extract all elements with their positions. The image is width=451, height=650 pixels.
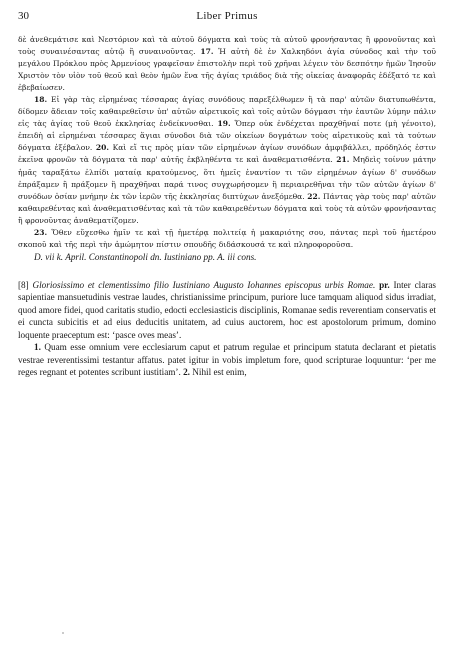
text-run: [8] (18, 279, 33, 290)
section-number: 17. (200, 47, 214, 57)
section-number: 20. (95, 143, 110, 153)
greek-paragraph (18, 94, 436, 227)
page-number: 30 (18, 10, 29, 22)
page-speck (62, 632, 64, 634)
greek-paragraph (18, 227, 436, 251)
section-number: 22. (307, 191, 321, 201)
text-run: Ἡ αὐτὴ δὲ ἐν Χαλκηδόνι ἁγία σύνοδος καὶ τὴν τοῦ μεγάλου Πρόκλου πρὸς Ἀρμενίους γραφεῖσαν ἐπιστολὴν περὶ τοῦ χρῆναι λέγειν τὸν δεσπότην ἡμῶν Ἰησοῦν Χριστὸν τὸν υἱὸν τοῦ θεοῦ καὶ θεὸν ἡμῶν ἕνα τῆς ἁγίας τριάδος διὰ τῆς οἰκείας ἀναφορᾶς ἐδέξατό τε καὶ ἐβεβαίωσεν. (18, 47, 436, 93)
text-run: Μηδεὶς τοίνυν μάτην ἡμᾶς ταραξάτω ἐλπίδι ματαίᾳ κρατούμενος, ὅτι ἡμεῖς ἐναντίον τι τῶν εἰρημένων ἁγίων δ' συνόδων ἐπράξαμεν ἢ πράξομεν ἢ πραχθῆναι παρά τινος συγχωρήσομεν ἢ περιαιρεθῆναι τὴν τῶν αὐτῶν ἁγίων δ' συνόδων ὁσίαν μνήμην ἐκ τῶν ἱερῶν τῆς ἐκκλησίας διπτύχων ἀνεξόμεθα. (18, 155, 436, 201)
text-run: δὲ ἀνεθεμάτισε καὶ Νεστόριον καὶ τὰ αὐτοῦ δόγματα καὶ τοὺς τὰ αὐτοῦ φρονήσαντας ἢ φρονοῦντας καὶ τοὺς συναινέσαντας αὐτῷ ἢ συναινοῦντας. (18, 35, 436, 57)
greek-text-block (18, 34, 436, 251)
text-run: Καὶ εἴ τις πρὸς μίαν τῶν εἰρημένων ἁγίων συνόδων ἀμφιβάλλει, πρόδηλός ἐστιν ἐκεῖνα φρονῶν τὰ δόγματα τὰ παρ' αὐτῆς ἐκβληθέντα τε καὶ ἀναθεματισθέντα. (18, 143, 436, 165)
latin-text-block (18, 279, 436, 379)
section-number: 18. (34, 95, 48, 105)
date-line: D. vii k. April. Constantinopoli dn. Iustiniano pp. A. iii cons. (34, 251, 257, 262)
running-title: Liber Primus (196, 10, 258, 22)
section-number: 1. (34, 342, 41, 353)
text-run: Εἰ γὰρ τὰς εἰρημένας τέσσαρας ἁγίας συνόδους παρεξέλθωμεν ἢ τὰ παρ' αὐτῶν διατυπωθέντα, δίδομεν ἄδειαν τοῖς καθαιρεθεῖσιν ὑπ' αὐτῶν αἱρετικοῖς καὶ τοῖς αὐτῶν δόγμασι τὴν ἑαυτῶν λύμην πάλιν εἰς τὰς ἁγίας τοῦ θεοῦ ἐκκλησίας ἐνδείκνυσθαι. (18, 95, 436, 129)
letter-address: Gloriosissimo et clementissimo filio Iustiniano Augusto Iohannes episcopus urbis Romae. (32, 279, 376, 290)
text-run: Quam esse omnium vere ecclesiarum caput et patrum regulae et principum statuta declarant et pietatis vestrae reverentissimi testantur affatus. patet igitur in vobis impletum fore, quod scripturae loquuntur: ‘per me reges regnant et potentes scribunt iustitiam’. (18, 342, 436, 378)
section-number: 23. (34, 227, 48, 237)
latin-paragraph (18, 341, 436, 379)
latin-paragraph (18, 279, 436, 342)
text-run: Ὅθεν εὔχεσθω ἡμῖν τε καὶ τῇ ἡμετέρᾳ πολιτείᾳ ἡ μακαριότης σου, πάντας περὶ τοῦ ἡμετέρου σκοποῦ καὶ τῆς περὶ τὴν ἀμώμητον πίστιν σπουδῆς διδάσκουσά τε καὶ πληροφοροῦσα. (18, 227, 436, 249)
section-number: pr. (379, 279, 390, 290)
greek-paragraph (18, 34, 436, 94)
text-run: Nihil est enim, (189, 367, 247, 378)
page-header (18, 10, 436, 26)
text-run: Πάντας γὰρ τοὺς παρ' αὐτῶν καθαιρεθέντας καὶ ἀναθεματισθέντας καὶ τὰ τῶν καθαιρεθέντων δόγματα καὶ τοὺς τὰ αὐτῶν φρονήσαντας ἢ φρονοῦντας ἀναθεματίζομεν. (18, 191, 436, 225)
text-run: Inter claras sapientiae mansuetudinis vestrae laudes, christianissime principum, puriore luce tamquam aliquod sidus irradiat, quod amore fidei, quod caritatis studio, edocti ecclesiasticis disciplinis, Romanae sedis reverentiam conservatis et ei cuncta subicitis et ad eius deducitis unitatem, ad cuius auctorem, hoc est apostolorum primum, domino loquente praeceptum est: ‘pasce oves meas’. (18, 279, 437, 340)
section-number: 21. (336, 155, 350, 165)
page (18, 10, 436, 379)
section-number: 19. (217, 119, 231, 129)
text-run: Ὅπερ οὐκ ἐνδέχεται πραχθῆναί ποτε (μὴ γένοιτο), ἐπειδὴ αἱ εἰρημέναι τέσσαρες ἅγιαι σύνοδοι διὰ τῶν οἰκείων δογμάτων τοὺς αἱρετικοὺς καὶ τὰ τούτων δόγματα ἐξέβαλον. (18, 119, 436, 153)
section-number: 2. (183, 367, 190, 378)
